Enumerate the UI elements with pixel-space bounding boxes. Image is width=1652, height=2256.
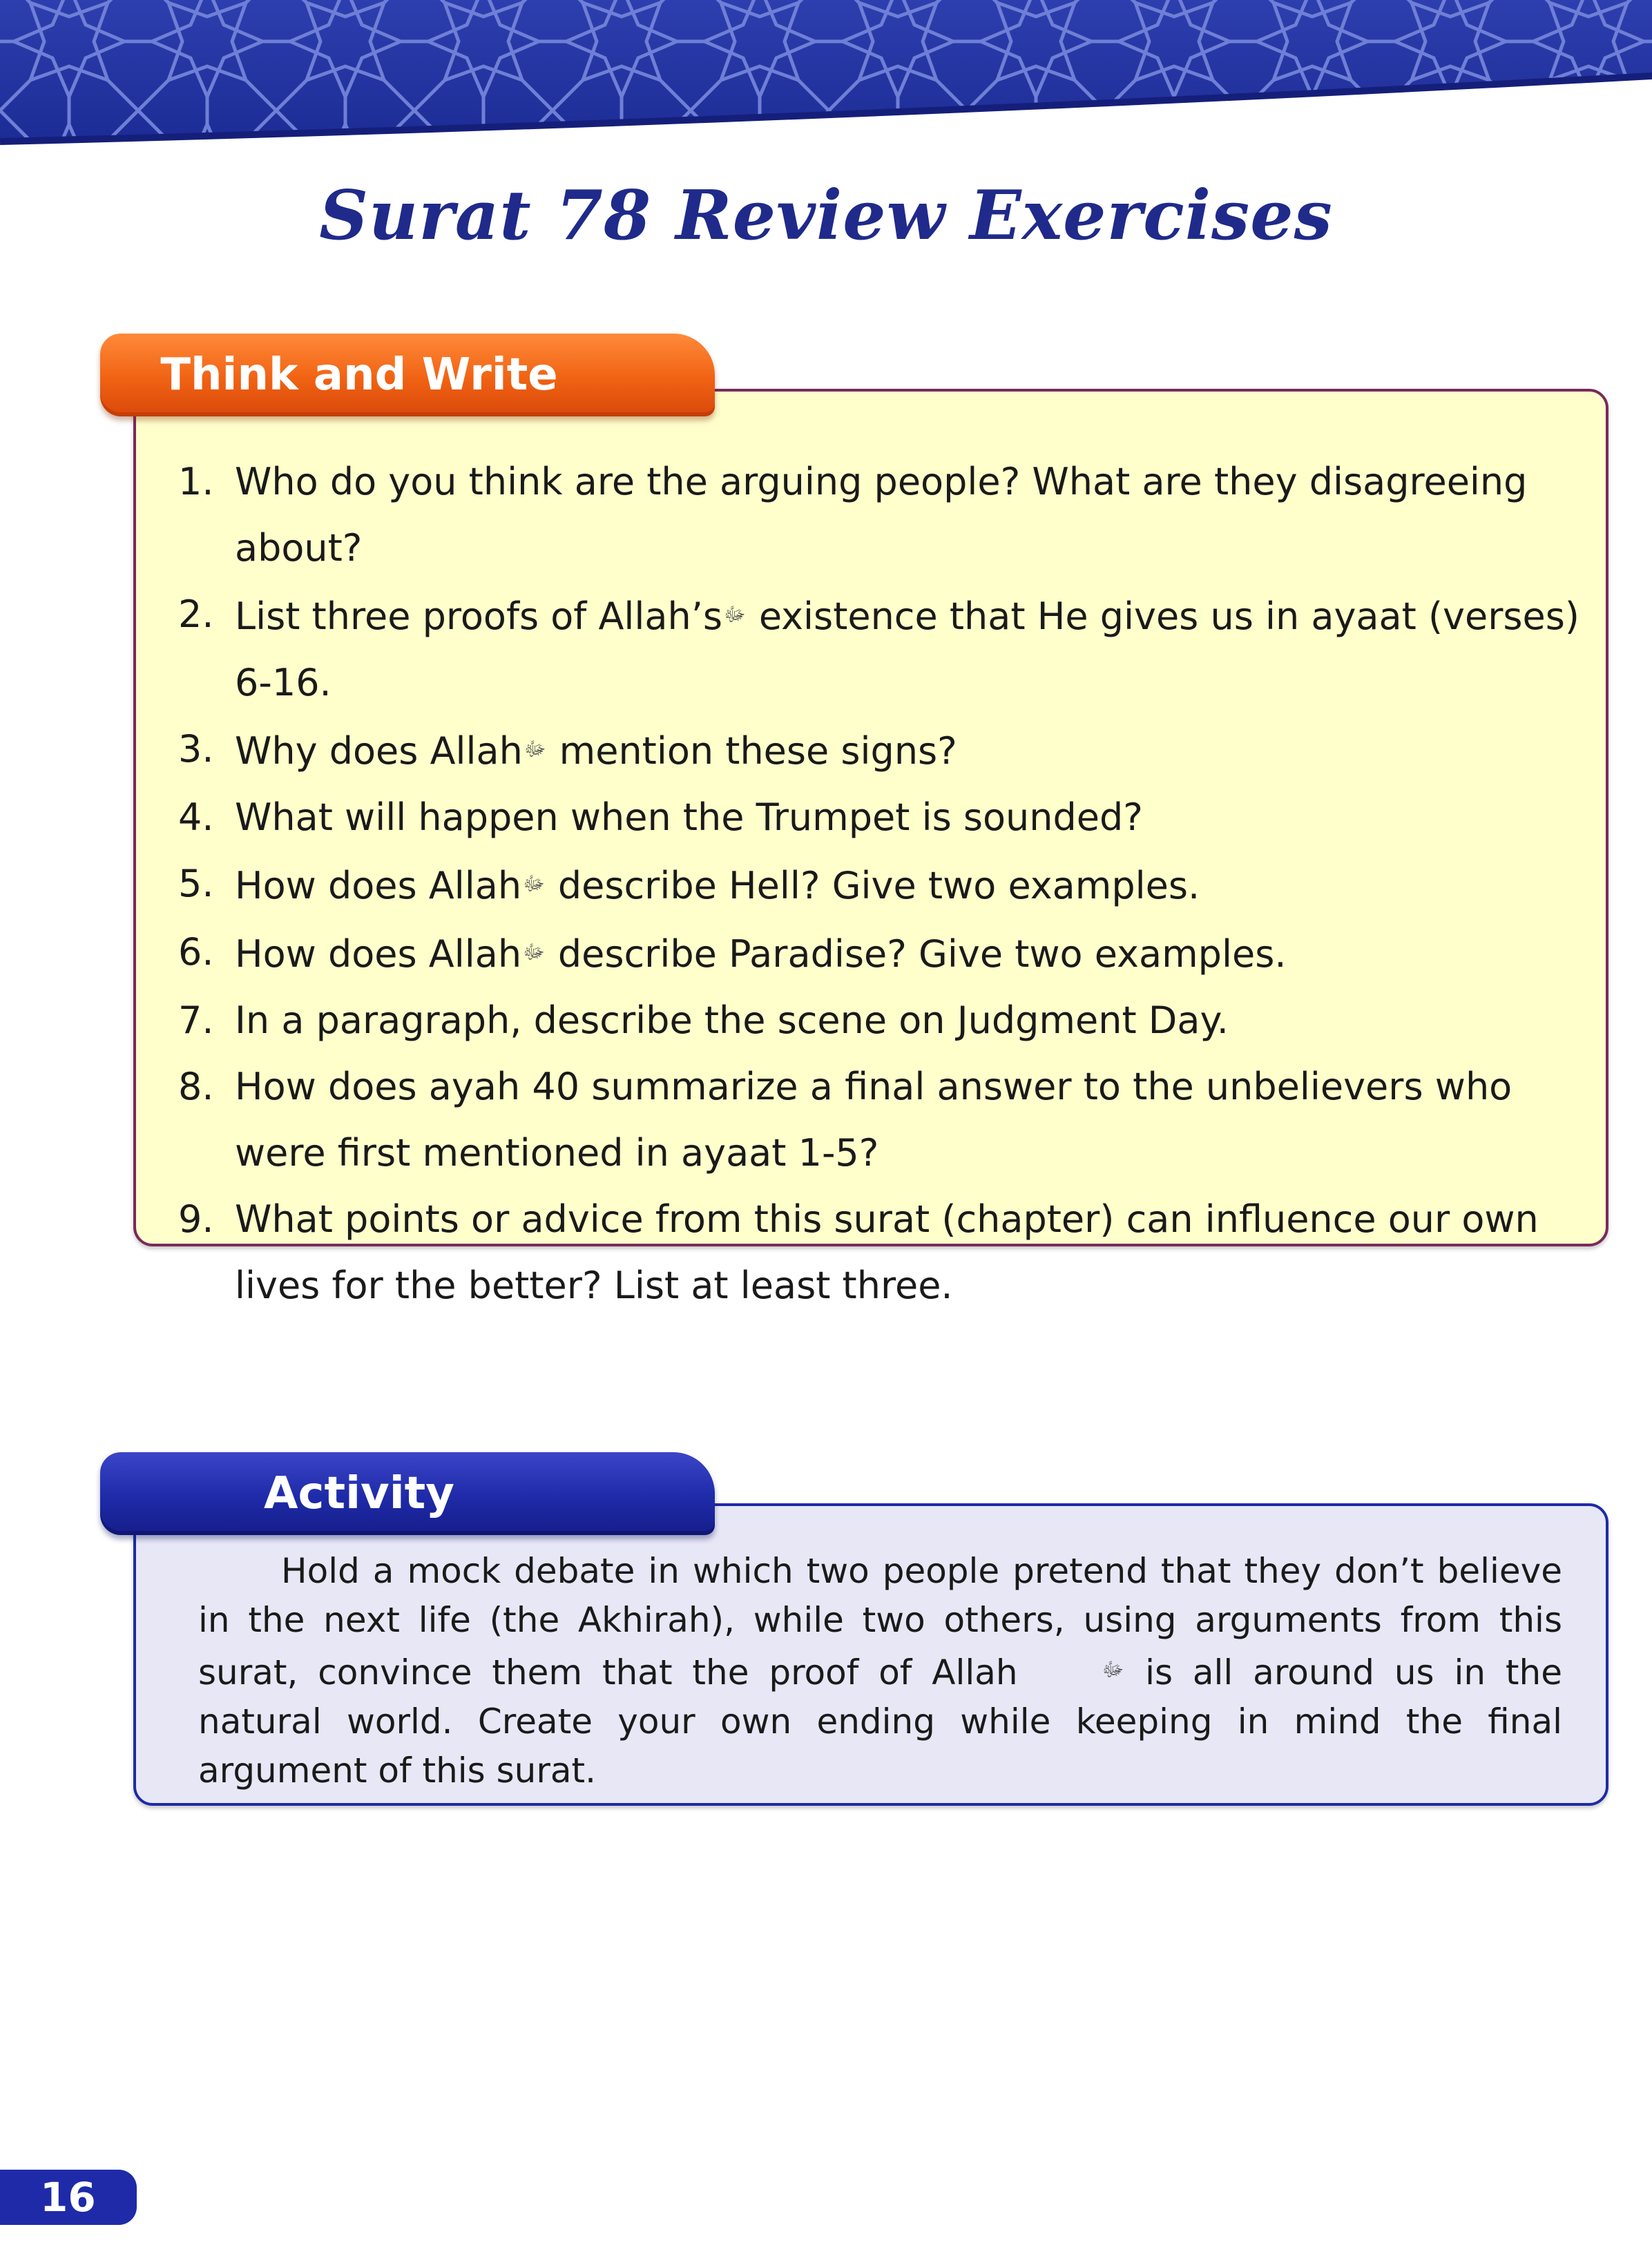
activity-text-start: Hold a mock debate in which two people pretend that they don’t believe in the next life (the Akhirah), while two others, using arguments from this surat, convince them that the proof of Allah bbox=[198, 1551, 1562, 1693]
question-text-rest: existence that He gives us in ayaat (verses) 6-16. bbox=[235, 595, 1579, 704]
honorific-icon: ﷻ bbox=[524, 737, 546, 760]
question-text: What points or advice from this surat (chapter) can influence our own lives for the better? List at least three. bbox=[235, 1197, 1539, 1307]
question-number: 3. bbox=[178, 727, 214, 771]
honorific-icon: ﷻ bbox=[523, 941, 545, 963]
header-pattern-banner bbox=[0, 0, 1652, 148]
question-number: 7. bbox=[178, 999, 214, 1042]
honorific-icon: ﷻ bbox=[523, 872, 545, 895]
question-text: Why does Allah bbox=[235, 729, 523, 773]
list-item bbox=[178, 449, 1580, 581]
question-text-rest: describe Paradise? Give two examples. bbox=[546, 932, 1287, 976]
honorific-icon: ﷻ bbox=[724, 603, 746, 626]
honorific-icon: ﷻ bbox=[1102, 1658, 1124, 1681]
activity-heading: Activity bbox=[100, 1452, 715, 1535]
list-item bbox=[178, 1054, 1580, 1186]
list-item bbox=[178, 987, 1580, 1054]
question-number: 2. bbox=[178, 592, 214, 636]
question-number: 4. bbox=[178, 796, 214, 839]
list-item bbox=[178, 784, 1580, 851]
question-number: 9. bbox=[178, 1197, 214, 1241]
activity-text bbox=[198, 1547, 1562, 1795]
question-text: How does Allah bbox=[235, 864, 522, 907]
question-text-rest: mention these signs? bbox=[547, 729, 957, 773]
list-item bbox=[178, 581, 1580, 716]
islamic-pattern-icon bbox=[0, 0, 1652, 148]
list-item bbox=[178, 919, 1580, 987]
question-number: 8. bbox=[178, 1065, 214, 1108]
questions-list bbox=[178, 449, 1580, 1319]
question-text: List three proofs of Allah’s bbox=[235, 595, 723, 638]
question-text: Who do you think are the arguing people? What are they disagreeing about? bbox=[235, 460, 1528, 570]
question-text: How does ayah 40 summarize a final answer to the unbelievers who were first mentioned in ayaat 1-5? bbox=[235, 1065, 1512, 1175]
list-item bbox=[178, 716, 1580, 784]
question-number: 6. bbox=[178, 930, 214, 974]
page-number: 16 bbox=[0, 2170, 137, 2225]
question-number: 5. bbox=[178, 862, 214, 905]
list-item bbox=[178, 851, 1580, 919]
page-title: Surat 78 Review Exercises bbox=[319, 176, 1333, 256]
activity-text-end: is all around us in the natural world. Create your own ending while keeping in mind the final argument of this surat. bbox=[198, 1652, 1562, 1791]
list-item bbox=[178, 1186, 1580, 1319]
question-text: In a paragraph, describe the scene on Judgment Day. bbox=[235, 999, 1229, 1042]
question-text: What will happen when the Trumpet is sounded? bbox=[235, 796, 1143, 839]
question-text: How does Allah bbox=[235, 932, 522, 976]
question-number: 1. bbox=[178, 460, 214, 503]
question-text-rest: describe Hell? Give two examples. bbox=[546, 864, 1200, 907]
think-and-write-heading: Think and Write bbox=[100, 334, 715, 416]
